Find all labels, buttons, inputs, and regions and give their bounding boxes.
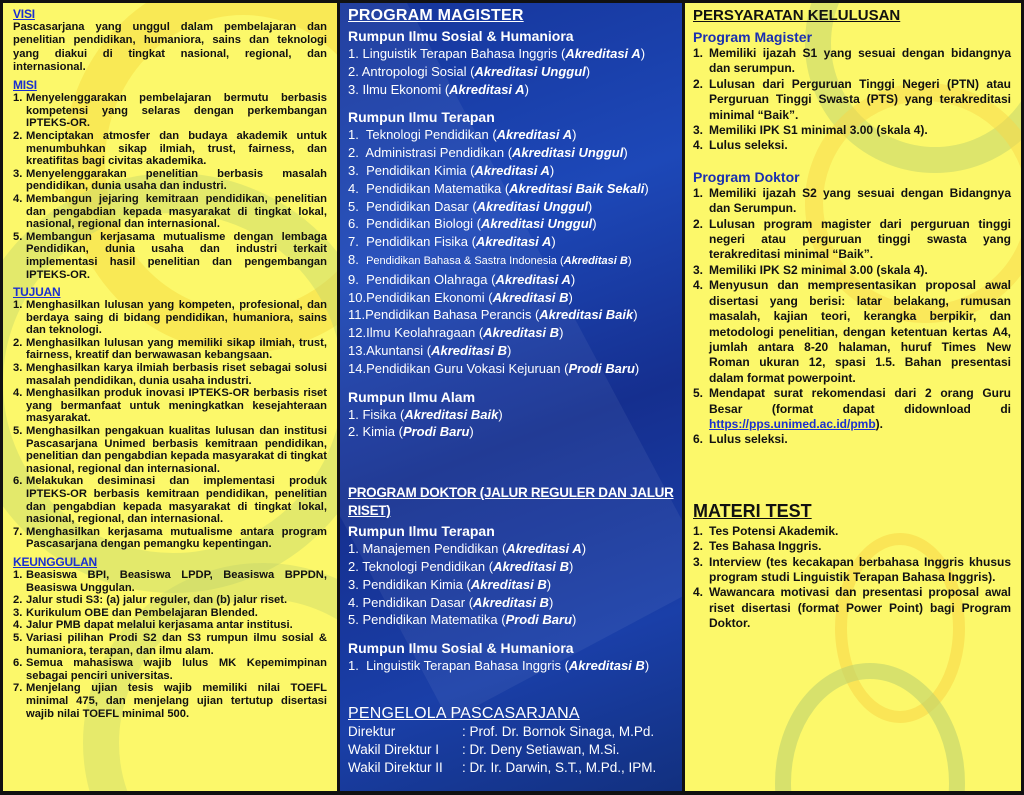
staff-row: Direktur : Prof. Dr. Bornok Sinaga, M.Pd.: [348, 723, 655, 739]
list-item: 2. Menghasilkan lulusan yang memiliki sikap ilmiah, trust, fairness, kreatif dan berwawasan kebangsaan.: [13, 336, 327, 362]
list-item: 4. Menghasilkan produk inovasi IPTEKS-OR berbasis riset yang bermanfaat untuk meningkatkan kesejahteraan masyarakat.: [13, 387, 327, 425]
list-item: 2. Lulusan program magister dari perguruan tinggi negeri atau perguruan tinggi swasta yang terakreditasi minimal “Baik”.: [693, 216, 1011, 262]
list-item: 1. Memiliki ijazah S1 yang sesuai dengan bidangnya dan serumpun.: [693, 46, 1011, 76]
program-doktor-title: Program Doktor: [693, 168, 800, 185]
decorative-ring: [775, 663, 965, 791]
staff-row: Wakil Direktur II : Dr. Ir. Darwin, S.T., M.Pd., IPM.: [348, 759, 657, 775]
group-title: Rumpun Ilmu Terapan: [348, 109, 495, 126]
magister-title: PROGRAM MAGISTER: [348, 7, 524, 24]
list-item: 7. Menghasilkan kerjasama mutualisme antara program Pascasarjana dengan pemangku kepentingan.: [13, 525, 327, 551]
program-item: 3. Ilmu Ekonomi (Akreditasi A): [348, 81, 529, 97]
list-item: 6. Lulus seleksi.: [693, 432, 788, 447]
program-item: 4. Pendidikan Matematika (Akreditasi Baik Sekali): [348, 180, 649, 196]
program-item: 10.Pendidikan Ekonomi (Akreditasi B): [348, 289, 573, 305]
program-magister-title: Program Magister: [693, 29, 813, 45]
list-item: 5. Variasi pilihan Prodi S2 dan S3 rumpun ilmu sosial & humaniora, terapan, dan ilmu alam.: [13, 631, 327, 657]
list-item: 2. Menciptakan atmosfer dan budaya akademik untuk menumbuhkan sikap ilmiah, trust, fairness, dan kreatifitas bagi civitas akademika.: [13, 129, 327, 168]
program-item: 3. Pendidikan Kimia (Akreditasi B): [348, 576, 552, 592]
persyaratan-title: PERSYARATAN KELULUSAN: [693, 7, 901, 24]
pengelola-title: PENGELOLA PASCASARJANA: [348, 704, 580, 722]
list-item: 5. Membangun kerjasama mutualisme dengan lembaga Pendidikan, dunia usaha dan industri terkait implementasi hasil penelitian dan pengembangan IPTEKS-OR.: [13, 230, 327, 281]
right-panel: [685, 3, 1021, 791]
program-item: 13.Akuntansi (Akreditasi B): [348, 342, 512, 358]
program-item: 2. Kimia (Prodi Baru): [348, 424, 474, 440]
group-title: Rumpun Ilmu Sosial & Humaniora: [348, 28, 574, 44]
list-item: 2. Jalur studi S3: (a) jalur reguler, dan (b) jalur riset.: [13, 594, 288, 607]
pmb-link[interactable]: https://pps.unimed.ac.id/pmb: [709, 416, 876, 431]
list-item: 4. Membangun jejaring kemitraan pendidikan, penelitian dan pengabdian kepada masyarakat di tingkat lokal, nasional, regional dan internasional.: [13, 192, 327, 231]
program-item: 9. Pendidikan Olahraga (Akreditasi A): [348, 271, 576, 287]
middle-panel: [340, 3, 682, 791]
list-item: 3. Menyelenggarakan penelitian berbasis masalah pendidikan, dunia usaha dan industri.: [13, 167, 327, 193]
list-item: 3. Menghasilkan karya ilmiah berbasis riset sebagai solusi masalah pendidikan, dunia usaha industri.: [13, 362, 327, 387]
materi-list: [693, 524, 1011, 632]
program-item: 8. Pendidikan Bahasa & Sastra Indonesia (Akreditasi B): [348, 251, 632, 267]
doktor-requirements: [693, 186, 1011, 448]
program-item: 1. Linguistik Terapan Bahasa Inggris (Akreditasi B): [348, 658, 650, 674]
program-item: 1. Manajemen Pendidikan (Akreditasi A): [348, 541, 587, 557]
list-item: 1. Tes Potensi Akademik.: [693, 523, 839, 538]
staff-row: Wakil Direktur I : Dr. Deny Setiawan, M.Si.: [348, 741, 620, 757]
left-panel: [3, 3, 337, 791]
program-item: 4. Pendidikan Dasar (Akreditasi B): [348, 594, 554, 610]
list-item: 3. Interview (tes kecakapan berbahasa Inggris khusus program studi Linguistik Terapan Bahasa Inggris).: [693, 554, 1011, 584]
list-item: 4. Jalur PMB dapat melalui kerjasama antar institusi.: [13, 619, 293, 632]
tujuan-title: TUJUAN: [13, 285, 61, 300]
program-item: 11.Pendidikan Bahasa Perancis (Akreditasi Baik): [348, 307, 638, 323]
misi-list: [13, 92, 327, 281]
group-title: Rumpun Ilmu Alam: [348, 388, 476, 405]
list-item: 6. Melakukan desiminasi dan implementasi produk IPTEKS-OR berbasis kemitraan pendidikan, penelitian dan pengabdian kepada masyarakat di tingkat lokal, nasional, regional, dan internasional.: [13, 475, 327, 526]
group-title: Rumpun Ilmu Terapan: [348, 523, 495, 540]
program-item: 2. Administrasi Pendidikan (Akreditasi Unggul): [348, 145, 628, 161]
program-item: 6. Pendidikan Biologi (Akreditasi Unggul): [348, 216, 597, 232]
program-item: 3. Pendidikan Kimia (Akreditasi A): [348, 162, 555, 178]
list-item: 2. Tes Bahasa Inggris.: [693, 539, 822, 554]
materi-title: MATERI TEST: [693, 500, 812, 521]
program-item: 2. Teknologi Pendidikan (Akreditasi B): [348, 558, 574, 574]
list-item: 5. Mendapat surat rekomendasi dari 2 orang Guru Besar (format dapat didownload di https://pps.unimed.ac.id/pmb).: [693, 386, 1011, 431]
program-item: 5. Pendidikan Dasar (Akreditasi Unggul): [348, 198, 593, 214]
visi-text: Pascasarjana yang unggul dalam pembelajaran dan penelitian pendidikan, humaniora, sains dan teknologi yang diakui di tingkat nasional, regional, dan internasional.: [13, 21, 327, 73]
doktor-title: PROGRAM DOKTOR (JALUR REGULER DAN JALUR RISET): [348, 485, 674, 519]
list-item: 2. Lulusan dari Perguruan Tinggi Negeri (PTN) atau Perguruan Tinggi Swasta (PTS) yang terakreditasi minimal “Baik”.: [693, 76, 1011, 122]
program-item: 1. Linguistik Terapan Bahasa Inggris (Akreditasi A): [348, 46, 646, 61]
program-item: 14.Pendidikan Guru Vokasi Kejuruan (Prodi Baru): [348, 360, 640, 376]
program-item: 7. Pendidikan Fisika (Akreditasi A): [348, 234, 556, 250]
program-item: 5. Pendidikan Matematika (Prodi Baru): [348, 612, 577, 628]
program-item: 12.Ilmu Keolahragaan (Akreditasi B): [348, 325, 564, 341]
magister-requirements: [693, 46, 1011, 154]
program-item: 2. Antropologi Sosial (Akreditasi Unggul): [348, 63, 591, 79]
list-item: 6. Semua mahasiswa wajib lulus MK Kepemimpinan sebagai penciri universitas.: [13, 657, 327, 682]
tujuan-list: [13, 299, 327, 551]
list-item: 1. Beasiswa BPI, Beasiswa LPDP, Beasiswa BPPDN, Beasiswa Unggulan.: [13, 568, 327, 594]
misi-title: MISI: [13, 78, 37, 93]
program-item: 1. Teknologi Pendidikan (Akreditasi A): [348, 127, 577, 143]
keunggulan-list: [13, 569, 327, 720]
list-item: 5. Menghasilkan pengakuan kualitas lulusan dan institusi Pascasarjana Unimed berbasis kemitraan pendidikan, penelitian dan pengabdian kepada masyarakat di tingkat nasional, regional dan internasional.: [13, 425, 327, 475]
visi-title: VISI: [13, 7, 35, 21]
list-item: 4. Menyusun dan mempresentasikan proposal awal disertasi yang berisi: latar belakang, rumusan masalah, kajian teori, kerangka berpikir, dan metodologi penelitian, dengan ketentuan kertas A4, jumlah antara 8-20 halaman, huruf Times New Roman ukuran 12, spasi 1.5. Bahan presentasi dalam format powerpoint.: [693, 278, 1011, 385]
list-item: 4. Wawancara motivasi dan presentasi proposal awal riset disertasi (format Power Point) bagi Program Doktor.: [693, 585, 1011, 631]
list-item: 4. Lulus seleksi.: [693, 138, 788, 153]
list-item: 3. Kurikulum OBE dan Pembelajaran Blended.: [13, 606, 258, 619]
list-item: 1. Menyelenggarakan pembelajaran bermutu berbasis kompetensi yang selaras dengan perkembangan IPTEKS-OR.: [13, 92, 327, 130]
list-item: 3. Memiliki IPK S1 minimal 3.00 (skala 4).: [693, 123, 928, 138]
keunggulan-title: KEUNGGULAN: [13, 554, 97, 569]
group-title: Rumpun Ilmu Sosial & Humaniora: [348, 640, 574, 657]
program-item: 1. Fisika (Akreditasi Baik): [348, 406, 503, 422]
list-item: 1. Menghasilkan lulusan yang kompeten, profesional, dan berdaya saing di bidang pendidikan, humaniora, sains dan teknologi.: [13, 299, 327, 337]
list-item: 3. Memiliki IPK S2 minimal 3.00 (skala 4).: [693, 262, 928, 277]
list-item: 1. Memiliki ijazah S2 yang sesuai dengan Bidangnya dan Serumpun.: [693, 185, 1011, 216]
list-item: 7. Menjelang ujian tesis wajib memiliki nilai TOEFL minimal 475, dan menjelang ujian tertutup disertasi wajib nilai TOEFL minimal 500.: [13, 682, 327, 720]
